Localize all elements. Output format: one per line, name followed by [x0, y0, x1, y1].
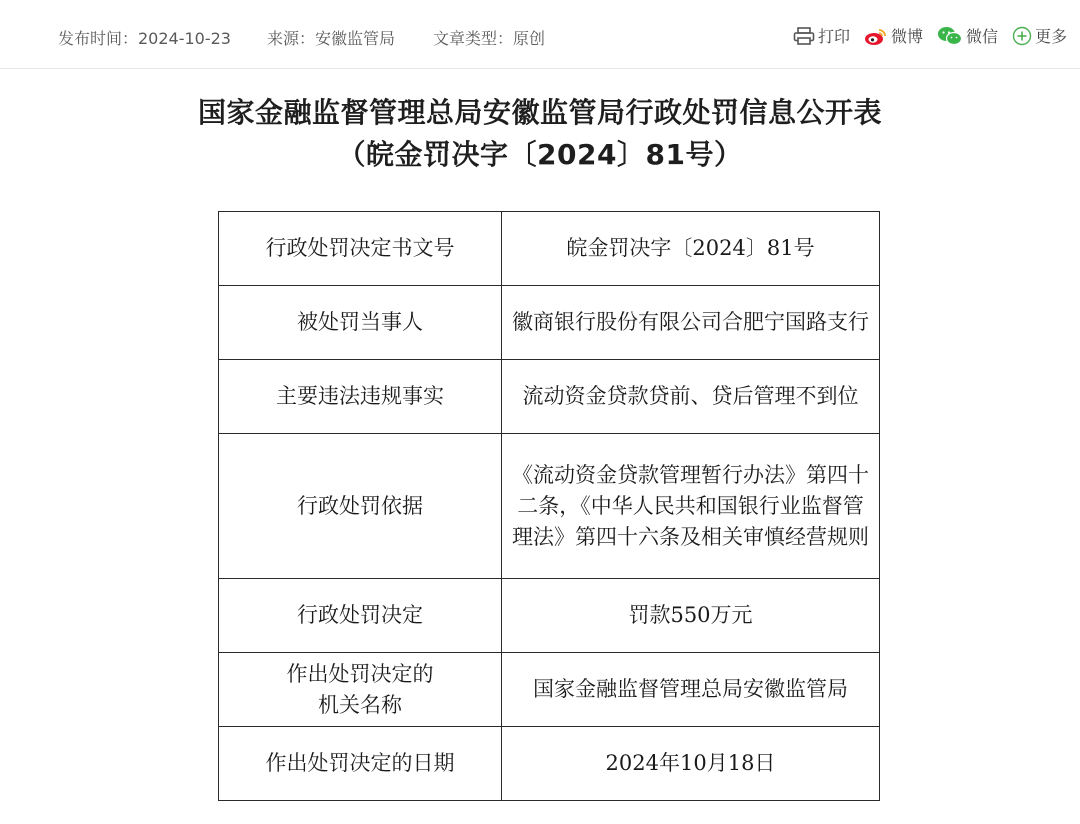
wechat-label: 微信 [966, 27, 999, 46]
print-button[interactable] [793, 24, 850, 47]
weibo-icon [864, 26, 888, 46]
row-value: 国家金融监督管理总局安徽监管局 [502, 653, 880, 727]
row-value: 2024年10月18日 [502, 727, 880, 801]
row-label: 行政处罚决定书文号 [219, 212, 502, 286]
article-type: 文章类型：原创 [433, 29, 546, 48]
row-value: 皖金罚决字〔2024〕81号 [502, 212, 880, 286]
row-label: 作出处罚决定的机关名称 [219, 653, 502, 727]
wechat-icon [937, 26, 963, 46]
row-label: 行政处罚依据 [219, 434, 502, 579]
row-label: 作出处罚决定的日期 [219, 727, 502, 801]
article-meta-bar [0, 0, 1080, 69]
weibo-label: 微博 [891, 27, 924, 46]
more-label: 更多 [1035, 27, 1068, 46]
wechat-share-button[interactable] [937, 24, 998, 47]
title-line-1: 国家金融监督管理总局安徽监管局行政处罚信息公开表 [197, 96, 882, 129]
row-label: 主要违法违规事实 [219, 360, 502, 434]
weibo-share-button[interactable] [864, 24, 923, 47]
print-label: 打印 [818, 27, 851, 46]
penalty-info-table [218, 211, 880, 801]
article-meta [58, 26, 545, 49]
row-value: 流动资金贷款贷前、贷后管理不到位 [502, 360, 880, 434]
row-label: 行政处罚决定 [219, 579, 502, 653]
row-value: 《流动资金贷款管理暂行办法》第四十二条，《中华人民共和国银行业监督管理法》第四十六条及相关审慎经营规则 [502, 434, 880, 579]
plus-circle-icon [1012, 26, 1032, 46]
table-row [219, 360, 880, 434]
title-line-2: （皖金罚决字〔2024〕81号） [337, 138, 743, 171]
table-row [219, 727, 880, 801]
table-row [219, 286, 880, 360]
table-row [219, 434, 880, 579]
table-row [219, 653, 880, 727]
printer-icon [793, 27, 815, 45]
page-title [0, 92, 1080, 176]
publish-time: 发布时间：2024-10-23 [58, 29, 231, 48]
article-source: 来源：安徽监管局 [267, 29, 396, 48]
table-row [219, 579, 880, 653]
table-row [219, 212, 880, 286]
row-label: 被处罚当事人 [219, 286, 502, 360]
row-value: 徽商银行股份有限公司合肥宁国路支行 [502, 286, 880, 360]
row-value: 罚款550万元 [502, 579, 880, 653]
share-toolbar [793, 24, 1067, 47]
more-share-button[interactable] [1012, 24, 1067, 47]
